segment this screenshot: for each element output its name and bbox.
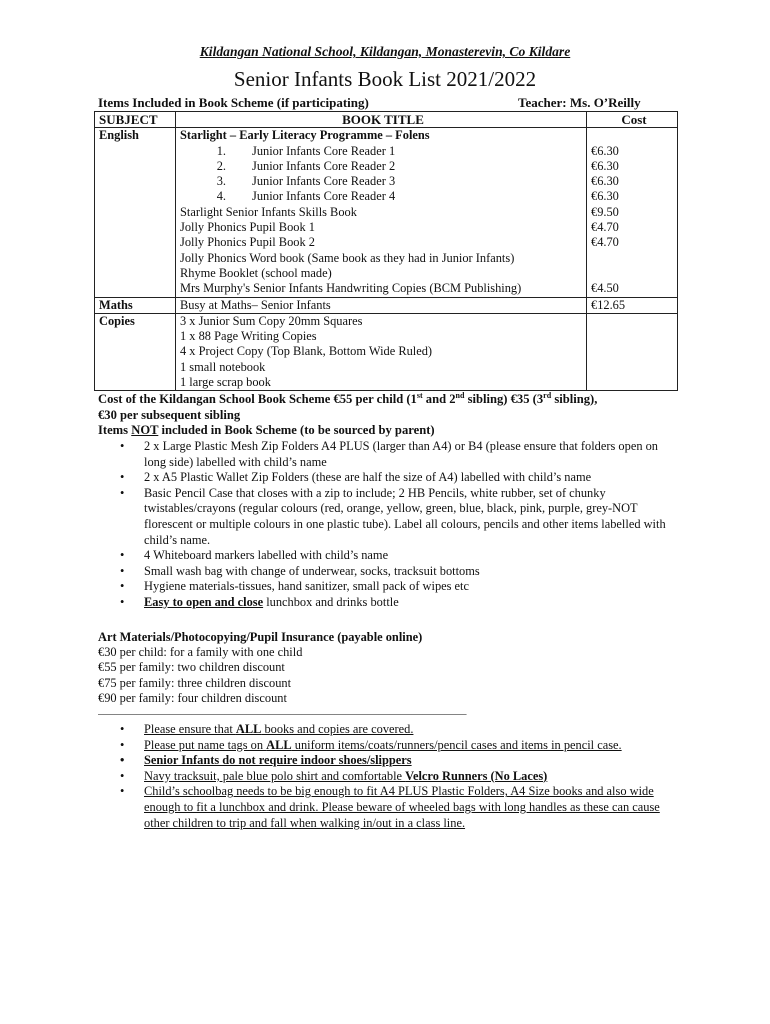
not-included-heading: Items NOT included in Book Scheme (to be sourced by parent): [98, 423, 435, 437]
series-title: Starlight – Early Literacy Programme – Folens: [180, 128, 430, 143]
list-item: • Please ensure that ALL books and copies are covered.: [98, 722, 678, 738]
list-item: 4 x Project Copy (Top Blank, Bottom Wide Ruled): [180, 344, 433, 359]
list-item: 1 small notebook: [180, 359, 266, 374]
book-title: Rhyme Booklet (school made): [180, 265, 332, 280]
copies-list: [176, 313, 587, 390]
book-title: Mrs Murphy's Senior Infants Handwriting Copies (BCM Publishing): [180, 281, 522, 296]
art-heading: Art Materials/Photocopying/Pupil Insurance (payable online): [98, 630, 423, 644]
list-item: • Navy tracksuit, pale blue polo shirt and comfortable Velcro Runners (No Laces): [98, 769, 678, 785]
cost-value: €6.30: [591, 158, 619, 173]
cost-empty: [587, 313, 678, 390]
item-number: 1.: [216, 143, 226, 158]
list-item: • Child’s schoolbag needs to be big enough to fit A4 PLUS Plastic Folders, A4 Size books and also wide enough to fit a lunchbox and drink. Please beware of wheeled bags with long handles as these can cause other children to trip and fall when walking in/out in a class line.: [98, 784, 678, 831]
cost-value: €9.50: [591, 204, 619, 219]
page-title: Senior Infants Book List 2021/2022: [233, 67, 537, 91]
header-subject: SUBJECT: [95, 112, 176, 128]
list-item: €75 per family: three children discount: [98, 675, 292, 690]
book-title: Starlight Senior Infants Skills Book: [180, 204, 357, 219]
book-title: Junior Infants Core Reader 3: [252, 174, 396, 189]
cost-value: €4.50: [591, 281, 619, 296]
list-item: €90 per family: four children discount: [98, 690, 287, 705]
book-title: Junior Infants Core Reader 2: [252, 158, 396, 173]
school-header: Kildangan National School, Kildangan, Monasterevin, Co Kildare: [199, 44, 571, 59]
cost-value: €4.70: [591, 220, 619, 235]
list-item: [180, 144, 586, 159]
list-item: • Small wash bag with change of underwear, socks, tracksuit bottoms: [98, 564, 678, 580]
list-item: [180, 189, 586, 204]
list-item: [180, 159, 586, 174]
not-included-list: [98, 439, 678, 611]
art-prices: [98, 645, 302, 706]
teacher-name: Teacher: Ms. O’Reilly: [518, 95, 641, 110]
item-number: 4.: [216, 189, 226, 204]
table-row-maths: [95, 297, 678, 313]
cost-note: Cost of the Kildangan School Book Scheme €55 per child (1st and 2nd sibling) €35 (3rd sibling), €30 per subsequent sibling: [98, 390, 598, 422]
header-book-title: BOOK TITLE: [176, 112, 587, 128]
list-item: 3 x Junior Sum Copy 20mm Squares: [180, 313, 363, 328]
divider: ___________________________________________________________________: [98, 704, 467, 716]
list-item: • Basic Pencil Case that closes with a zip to include; 2 HB Pencils, white rubber, set of chunky twistables/crayons (regular colours (red, orange, yellow, green, blue, black, pink, purple, grey-NOT florescent or multiple colours in one plastic tube). Label all colours, pencils and other items labelled with child’s name.: [98, 486, 678, 548]
list-item: • 2 x Large Plastic Mesh Zip Folders A4 PLUS (larger than A4) or B4 (please ensure that folders open on long side) labelled with child’s name: [98, 439, 678, 470]
table-row-copies: [95, 313, 678, 390]
item-number: 2.: [216, 158, 226, 173]
cost-value: €6.30: [591, 189, 619, 204]
item-number: 3.: [216, 174, 226, 189]
cost-value: €6.30: [591, 174, 619, 189]
header-cost: Cost: [587, 112, 678, 128]
list-item: €55 per family: two children discount: [98, 660, 285, 675]
book-title: Jolly Phonics Word book (Same book as they had in Junior Infants): [180, 250, 515, 265]
book-title: Busy at Maths– Senior Infants: [176, 297, 587, 313]
table-row-english: [95, 128, 678, 297]
cost-value: €12.65: [587, 297, 678, 313]
book-title: Jolly Phonics Pupil Book 2: [180, 235, 315, 250]
book-list-table: [94, 111, 678, 391]
english-costs: [587, 128, 678, 297]
list-item: • Hygiene materials-tissues, hand sanitizer, small pack of wipes etc: [98, 579, 678, 595]
cost-value: €4.70: [591, 235, 619, 250]
book-title: Junior Infants Core Reader 1: [252, 143, 396, 158]
subject-maths: Maths: [95, 297, 176, 313]
subject-copies: Copies: [95, 313, 176, 390]
list-item: €30 per child: for a family with one child: [98, 645, 303, 659]
english-titles: [176, 128, 587, 297]
notes-list: [98, 722, 678, 831]
table-header-row: [95, 112, 678, 128]
list-item: • 2 x A5 Plastic Wallet Zip Folders (these are half the size of A4) labelled with child’s name: [98, 470, 678, 486]
included-heading: Items Included in Book Scheme (if participating): [98, 95, 369, 110]
book-title: Jolly Phonics Pupil Book 1: [180, 220, 315, 235]
book-title: Junior Infants Core Reader 4: [252, 189, 396, 204]
list-item: • Please put name tags on ALL uniform items/coats/runners/pencil cases and items in pencil case.: [98, 738, 678, 754]
list-item: • Senior Infants do not require indoor shoes/slippers: [98, 753, 678, 769]
list-item: 1 x 88 Page Writing Copies: [180, 329, 317, 344]
cost-value: €6.30: [591, 143, 619, 158]
list-item: [180, 174, 586, 189]
subject-english: English: [95, 128, 176, 297]
list-item: • Easy to open and close lunchbox and drinks bottle: [98, 595, 678, 611]
list-item: • 4 Whiteboard markers labelled with child’s name: [98, 548, 678, 564]
list-item: 1 large scrap book: [180, 375, 271, 390]
